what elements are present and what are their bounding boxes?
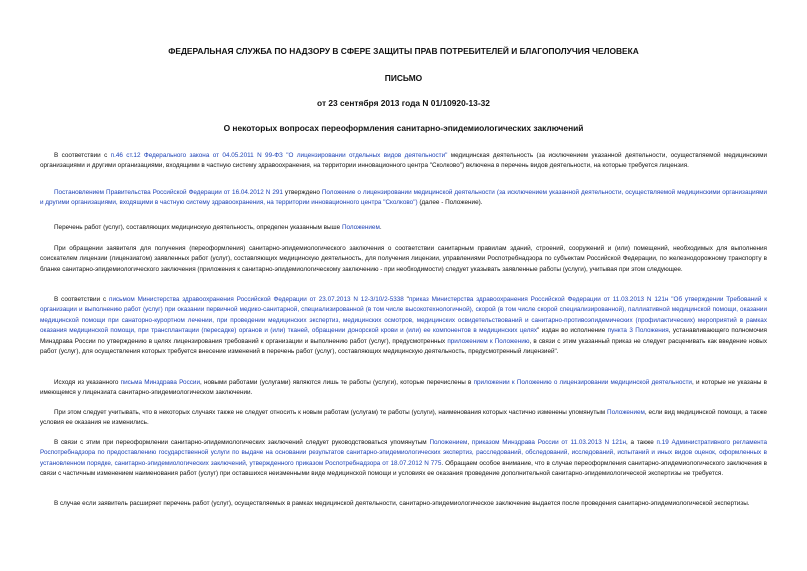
paragraph-9 [40, 499, 767, 509]
paragraph-5 [40, 295, 767, 357]
ministry-letter-link[interactable]: письма Минздрава России [120, 379, 201, 386]
regulation-link[interactable]: Положение о лицензировании медицинской деятельности (за исключением указанной деятельности, осуществляемой медицинскими организациями и другими организациями, входящими в частную систему здравоохранения, на территории инновационного центра "Сколково") [40, 189, 767, 207]
text: , и которые не указаны в имеющемся у лицензиата санитарно-эпидемиологическом заключении. [40, 379, 767, 397]
text: " [403, 296, 409, 303]
text: . Обращаем особое внимание, что в случае переоформления санитарно-эпидемиологического заключения в связи с частичным изменением наименования работ (услуг) при оставшихся неизменными виде медицинской помощи и условиях ее оказания проведение дополнительной санитарно-эпидемиологической экспертизы не требуется. [40, 459, 767, 478]
paragraph-4 [40, 244, 767, 275]
paragraph-7 [40, 408, 767, 429]
text: В случае если заявитель расширяет перечень работ (услуг), осуществляемых в рамках медицинской деятельности, санитарно-эпидемиологическое заключение выдается после проведения санитарно-эпидемиологической экспертизы. [54, 500, 750, 507]
text: В соответствии с [54, 296, 110, 303]
document-type: ПИСЬМО [384, 73, 423, 83]
paragraph-3 [40, 223, 767, 233]
regulation-link[interactable]: Положением [429, 439, 468, 446]
text: В соответствии с [54, 152, 111, 159]
text: медицинская деятельность (за исключением указанной деятельности, осуществляемой медицинскими организациями и другими организациями, входящими в частную систему здравоохранения, на территории инновационного центра "Сколково") включена в перечень видов деятельности, на которые требуется лицензия. [40, 152, 768, 170]
text: , [467, 439, 472, 446]
text: Исходя из указанного [54, 379, 121, 386]
text: " издан во исполнение [537, 327, 608, 335]
document-subject: О некоторых вопросах переоформления санитарно-эпидемиологических заключений [223, 123, 584, 133]
text: , в связи с этим указанный приказ не следует расценивать как введение новых работ (услуг), для осуществления которых требуется внесение изменений в перечень работ (услуг), составляющих медицинскую деятельность, предусмотренный лицензией". [40, 337, 767, 356]
resolution-link[interactable]: Постановлением Правительства Российской Федерации от 16.04.2012 N 291 [54, 189, 283, 196]
text: , новыми работами (услугами) являются лишь те работы (услуги), которые перечислены в [200, 379, 474, 386]
text: (далее - Положение). [417, 199, 483, 207]
regulation-link[interactable]: Положением [607, 409, 645, 416]
text: , устанавливающего полномочия Минздрава России по утверждению в целях лицензирования требований к организации и выполнению работ (услуг), предусмотренных [40, 327, 767, 345]
text: . [379, 224, 382, 231]
appendix-link[interactable]: приложением к Положению [447, 337, 530, 345]
text: При обращении заявителя для получения (переоформления) санитарно-эпидемиологического заключения о соответствии санитарным правилам зданий, строений, сооружений и (или) помещений, необходимых для выполнения соискателем лицензии (лицензиатом) заявленных работ (услуг), составляющих медицинскую деятельность, для получения лицензии, управлениями Роспотребнадзора по субъектам Российской Федерации, по железнодорожному транспорту в бланке санитарно-эпидемиологического заключения (приложения к санитарно-эпидемиологическому заключению - при необходимости) следует указывать заявленные работы (услуги), учитывая при этом следующее. [40, 245, 767, 273]
document-date-number: от 23 сентября 2013 года N 01/10920-13-32 [317, 98, 490, 108]
appendix-link[interactable]: приложении к Положению о лицензировании медицинской деятельности [473, 379, 692, 386]
text: утверждено [282, 189, 322, 196]
text: В связи с этим при переоформлении санитарно-эпидемиологических заключений следует руководствоваться упомянутым [54, 439, 430, 446]
clause-link[interactable]: пункта 3 Положения [607, 327, 669, 335]
text: Перечень работ (услуг), составляющих медицинскую деятельность, определен указанным выше [54, 224, 342, 231]
order-link[interactable]: приказ Министерства здравоохранения Российской Федерации от 11.03.2013 N 121н "Об утверждении Требований к организации и выполнению работ (услуг) при оказании первичной медико-санитарной, специализированной (в том числе высокотехнологичной), скорой (в том числе скорой специализированной), паллиативной медицинской помощи, оказании медицинской помощи при санаторно-курортном лечении, при проведении медицинских экспертиз, медицинских осмотров, медицинских освидетельствований и санитарно-противоэпидемических (профилактических) мероприятий в рамках оказания медицинской помощи, при трансплантации (пересадке) органов и (или) тканей, обращении донорской крови и (или) ее компонентов в медицинских целях [40, 296, 767, 335]
paragraph-1 [40, 151, 767, 172]
law-link[interactable]: п.46 ст.12 Федерального закона от 04.05.2011 N 99-ФЗ "О лицензировании отдельных видов деятельности" [110, 152, 448, 159]
order-link[interactable]: приказом Минздрава России от 11.03.2013 N 121н [471, 439, 626, 446]
paragraph-8 [40, 438, 767, 480]
paragraph-2 [40, 188, 767, 209]
regulation-link[interactable]: Положением [341, 224, 380, 231]
ministry-letter-link[interactable]: письмом Министерства здравоохранения Российской Федерации от 23.07.2013 N 12-3/10/2-5338 [109, 296, 404, 303]
paragraph-6 [40, 378, 767, 399]
text: , а также [626, 439, 657, 446]
text: При этом следует учитывать, что в некоторых случаях также не следует относить к новым работам (услугам) те работы (услуги), наименования которых частично изменены упомянутым [54, 409, 608, 416]
text: , если вид медицинской помощи, а также условия ее оказания не изменились. [40, 409, 767, 427]
admin-regulation-link[interactable]: п.19 Административного регламента Роспотребнадзора по предоставлению государственной услуги по выдаче на основании результатов санитарно-эпидемиологических экспертиз, расследований, обследований, исследований, испытаний и иных видов оценок, оформленных в установленном порядке, санитарно-эпидемиологических заключений, утвержденного приказом Роспотребнадзора от 18.07.2012 N 775 [40, 439, 767, 467]
agency-name: ФЕДЕРАЛЬНАЯ СЛУЖБА ПО НАДЗОРУ В СФЕРЕ ЗАЩИТЫ ПРАВ ПОТРЕБИТЕЛЕЙ И БЛАГОПОЛУЧИЯ ЧЕЛОВЕКА [168, 46, 639, 56]
